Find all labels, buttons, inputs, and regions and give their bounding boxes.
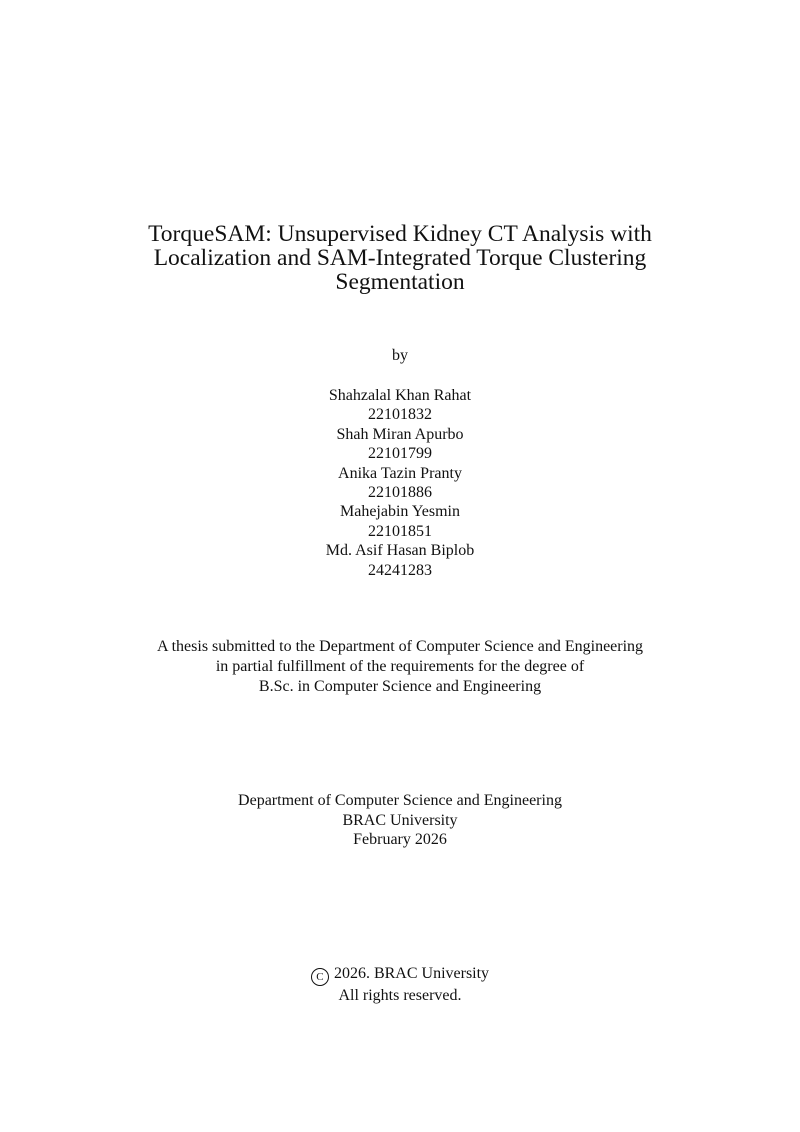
thesis-title	[0, 222, 800, 294]
author-list	[0, 386, 800, 580]
author-id: 22101799	[368, 445, 432, 463]
title-line-1: TorqueSAM: Unsupervised Kidney CT Analysis with	[148, 221, 652, 247]
author-id: 22101851	[368, 522, 432, 540]
submission-date: February 2026	[353, 831, 447, 848]
author-id: 22101832	[368, 406, 432, 424]
copyright-icon: C	[311, 968, 329, 986]
author-name: Shah Miran Apurbo	[336, 425, 464, 443]
author-name: Md. Asif Hasan Biplob	[325, 542, 475, 560]
department-name: Department of Computer Science and Engineering	[238, 792, 562, 809]
title-line-3: Segmentation	[335, 269, 465, 295]
submission-line-2: in partial fulfillment of the requirements for the degree of	[215, 658, 585, 675]
submission-line-1: A thesis submitted to the Department of Computer Science and Engineering	[156, 638, 644, 655]
copyright-line	[0, 964, 800, 986]
author-name: Shahzalal Khan Rahat	[328, 387, 472, 404]
submission-statement	[0, 637, 800, 697]
copyright-block	[0, 964, 800, 1006]
institution-block	[0, 791, 800, 850]
submission-line-3: B.Sc. in Computer Science and Engineering	[258, 678, 542, 695]
author-id: 24241283	[368, 561, 432, 579]
author-name: Mahejabin Yesmin	[340, 503, 460, 521]
by-label: by	[392, 347, 408, 364]
author-name: Anika Tazin Pranty	[338, 464, 462, 482]
author-id: 22101886	[368, 484, 432, 502]
university-name: BRAC University	[342, 811, 458, 829]
title-line-2: Localization and SAM-Integrated Torque Clustering	[153, 245, 647, 271]
copyright-text: 2026. BRAC University	[333, 965, 490, 982]
rights-reserved: All rights reserved.	[338, 987, 462, 1004]
